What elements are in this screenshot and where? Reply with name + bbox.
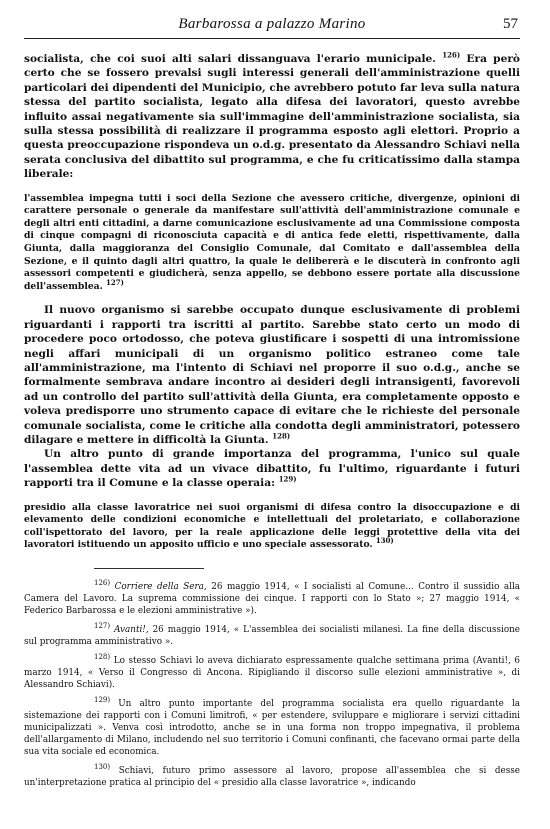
block-quote-2-text: presidio alla classe lavoratrice nei suoi organismi di difesa contro la disoccupazione e di elevamento delle condizioni economiche e intellettuali del proletariato, e collaborazione coll'ispettorato del lavoro, per la reale applicazione delle leggi protettive della vita dei lavoratori istituendo un apposito ufficio e uno speciale assessorato.	[24, 501, 520, 551]
block-quote-2	[24, 502, 520, 552]
footnote-ref-130: 130)	[375, 536, 394, 546]
running-title: Barbarossa a palazzo Marino	[178, 16, 366, 32]
paragraph-3-text: Un altro punto di grande importanza del programma, l'unico sul quale l'assemblea dette vita ad un vivace dibattito, fu l'ultimo, riguardante i futuri rapporti tra il Comune e la classe operaia:	[24, 448, 520, 490]
footnote-128	[24, 651, 520, 691]
footnote-number: 128)	[94, 652, 111, 661]
paragraph-2-text: Il nuovo organismo si sarebbe occupato dunque esclusivamente di problemi riguardanti i rapporti tra iscritti al partito. Sarebbe stato certo un modo di procedere poco ortodosso, che poteva giustificare i sospetti di una intromissione negli affari municipali di un organismo politico estraneo come tale all'amministrazione, ma l'intento di Schiavi nel proporre il suo o.d.g., anche se formalmente sembrava andare incontro ai desideri degli intransigenti, favorevoli ad un controllo del partito sull'attività della Giunta, era completamente opposto e voleva predisporre uno strumento capace di evitare che le richieste del personale comunale socialista, come le critiche alla condotta degli amministratori, potessero dilagare e mettere in difficoltà la Giunta.	[24, 304, 520, 447]
paragraph-1-rest: Era però certo che se fossero prevalsi sugli interessi generali dell'amministrazione quelli particolari dei dipendenti del Municipio, che avrebbero potuto far leva sulla natura stessa del partito socialista, legato alla difesa dei lavoratori, questo avrebbe influito assai negativamente sia sull'immagine dell'amministrazione socialista, sia sulla stessa possibilità di realizzare il programma esposto agli elettori. Proprio a questa preoccupazione rispondeva un o.d.g. presentato da Alessandro Schiavi nella serata conclusiva del dibattito sul programma, e che fu criticatissimo dalla stampa liberale:	[24, 53, 520, 181]
footnote-number: 129)	[94, 695, 111, 704]
footnote-129	[24, 694, 520, 758]
paragraph-1-text: socialista, che coi suoi alti salari dissanguava l'erario municipale.	[24, 53, 436, 65]
footnote-source: Corriere della Sera,	[114, 581, 207, 592]
footnote-ref-129: 129)	[278, 474, 297, 484]
footnote-text: Schiavi, futuro primo assessore al lavoro, propose all'assemblea che si desse un'interpretazione pratica al principio del « presidio alla classe lavoratrice », indicando	[24, 765, 520, 788]
block-quote-1	[24, 193, 520, 294]
page-number: 57	[503, 16, 518, 32]
footnote-ref-126: 126)	[442, 50, 461, 60]
footnote-ref-127: 127)	[106, 277, 124, 287]
footnote-number: 130)	[94, 762, 111, 771]
paragraph-2	[24, 303, 520, 447]
block-quote-1-text: l'assemblea impegna tutti i soci della Sezione che avessero critiche, divergenze, opinioni di carattere personale o generale da manifestare sull'attività dell'amministrazione comunale e degli altri enti cittadini, a darne comunicazione esclusivamente ad una Commissione composta di cinque compagni di riconosciuta capacità e di antica fede eletti, rispettivamente, dalla Giunta, dalla maggioranza del Consiglio Comunale, dal Comitato e dall'assemblea della Sezione, e il quinto dagli altri quattro, la quale le delibererà e le discuterà in confronto agli assessori competenti e giudicherà, senza appello, se debbono essere portate alla discussione dell'assemblea.	[24, 192, 520, 292]
footnote-number: 126)	[94, 579, 111, 588]
footnote-text: Un altro punto importante del programma socialista era quello riguardante la sistemazione dei rapporti con i Comuni limitrofi, « per estendere, sviluppare e migliorare i servizi cittadini municipalizzati ». Venva così introdotto, anche se in una forma non troppo impegnativa, il problema dell'allargamento di Milano, includendo nel suo territorio i Comuni confinanti, che facevano ormai parte della sua vita sociale ed economica.	[24, 698, 521, 757]
footnote-126	[24, 577, 520, 617]
footnote-127	[24, 620, 520, 648]
footnote-130	[24, 761, 520, 789]
footnote-text: Lo stesso Schiavi lo aveva dichiarato espressamente qualche settimana prima (Avanti!, 6 marzo 1914, « Verso il Congresso di Ancona. Ripigliando il discorso sulle elezioni amministrative », di Alessandro Schiavi).	[24, 655, 521, 690]
footnote-source: Avanti!,	[114, 624, 149, 635]
paragraph-1	[24, 52, 520, 182]
footnote-number: 127)	[94, 621, 111, 630]
footnote-separator	[94, 568, 204, 569]
paragraph-3	[24, 447, 520, 490]
page-header	[24, 14, 520, 39]
page-content	[24, 52, 520, 792]
footnote-ref-128: 128)	[272, 431, 291, 441]
footnote-text: 26 maggio 1914, « I socialisti al Comune... Contro il sussidio alla Camera del Lavoro. La suprema commissione dei cinque. I rapporti con lo Stato »; 27 maggio 1914, « Federico Barbarossa e le elezioni amministrative »).	[24, 581, 521, 616]
footnote-text: 26 maggio 1914, « L'assemblea dei socialisti milanesi. La fine della discussione sul programma amministrativo ».	[24, 624, 521, 647]
